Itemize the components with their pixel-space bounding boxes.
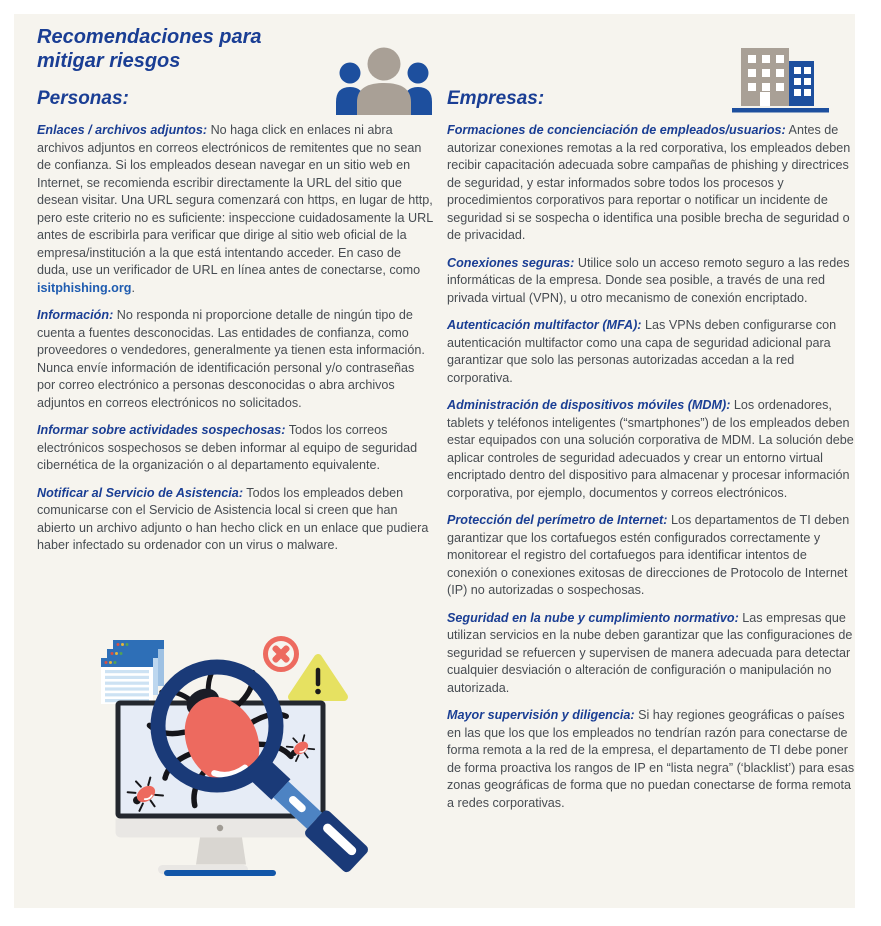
paragraph-lead: Seguridad en la nube y cumplimiento normativo: <box>447 610 739 625</box>
warning-triangle-icon <box>292 658 344 697</box>
paragraph-notificar <box>37 485 434 555</box>
personas-column <box>37 122 434 565</box>
paragraph-lead: Administración de dispositivos móviles (MDM): <box>447 398 731 412</box>
paragraph-lead: Notificar al Servicio de Asistencia: <box>37 485 244 500</box>
paragraph-lead: Autenticación multifactor (MFA): <box>447 318 642 332</box>
paragraph-mfa <box>447 317 855 387</box>
browser-windows-icon <box>101 640 164 704</box>
paragraph-text: Los ordenadores, tablets y teléfonos inteligentes (“smartphones”) de los empleados deben estar equipados con una solución corporativa de MDM. La solución debe aplicar controles de seguridad adecuados y crear un entorno virtual encriptado dentro del dispositivo para almacenar y procesar información corporativa, por ejemplo, documentos y correos electrónicos. <box>447 398 854 500</box>
paragraph-informar <box>37 422 434 475</box>
paragraph-lead: Formaciones de concienciación de empleados/usuarios: <box>447 123 786 137</box>
paragraph-tail: . <box>131 280 135 295</box>
paragraph-lead: Mayor supervisión y diligencia: <box>447 708 635 722</box>
paragraph-text: Utilice solo un acceso remoto seguro a las redes informáticas de la empresa. Donde sea posible, a través de una red privada virtual (VPN), u otro mecanismo de conexión encriptado. <box>447 255 850 305</box>
paragraph-lead: Conexiones seguras: <box>447 255 575 270</box>
paragraph-lead: Protección del perímetro de Internet: <box>447 513 668 527</box>
people-group-icon <box>334 47 434 115</box>
paragraph-lead: Informar sobre actividades sospechosas: <box>37 423 286 437</box>
malware-scan-illustration <box>80 618 402 900</box>
paragraph-text: Todos los empleados deben comunicarse con el Servicio de Asistencia local si creen que han abierto un archivo adjunto o han hecho click en un enlace que pudiera haber infectado su ordenador con un virus o malware. <box>37 485 429 552</box>
paragraph-text: Antes de autorizar conexiones remotas a la red corporativa, los empleados deben recibir capacitación adecuada sobre campañas de phishing y directrices de seguridad, y estar informados sobre todos los procesos y procedimientos corporativos para reportar o notificar un incidente de seguridad si se sospecha o identifica una posible brecha de seguridad o de privacidad. <box>447 123 851 242</box>
paragraph-text: Todos los correos electrónicos sospechosos se deben informar al equipo de seguridad cibernética de la organización o al departamento equivalente. <box>37 423 418 472</box>
paragraph-lead: Enlaces / archivos adjuntos: <box>37 123 208 137</box>
error-x-icon <box>266 639 297 670</box>
paragraph-text: No haga click en enlaces ni abra archivos adjuntos en correos electrónicos de remitentes que no sean de confianza. Si los empleados desean navegar en un sitio web en Internet, se recomienda escribir directamente la URL del sitio que desean visitar. Una URL segura comenzará con https, en lugar de http, pero este criterio no es suficiente: inspeccione cuidadosamente la URL antes de escribirla para verificar que dirige al sitio web oficial de la empresa/institución a la que está intentando acceder. En caso de duda, use un verificador de URL en línea antes de conectarse, como <box>37 123 433 277</box>
personas-heading: Personas: <box>37 88 129 109</box>
paragraph-formaciones <box>447 122 855 245</box>
office-buildings-icon <box>732 48 832 113</box>
paragraph-informacion <box>37 307 434 412</box>
isitphishing-link[interactable]: isitphishing.org <box>37 280 132 295</box>
paragraph-text: Los departamentos de TI deben garantizar que los cortafuegos estén configurados correctamente y monitorear el registro del cortafuegos para identificar intentos de conexión o conexiones exitosas de direcciones de Protocolo de Internet (IP) no autorizadas o sospechosas. <box>447 513 850 597</box>
paragraph-text: No responda ni proporcione detalle de ningún tipo de cuenta a fuentes desconocidas. Las entidades de confianza, como proveedores o vendedores, generalmente ya tienen esta información. Nunca envíe información de identificación personal y/o contraseñas por correo electrónico a personas desconocidas o abra archivos adjuntos en correos electrónicos no solicitados. <box>37 308 425 410</box>
paragraph-enlaces <box>37 122 434 297</box>
paragraph-mdm <box>447 397 855 502</box>
paragraph-lead: Información: <box>37 308 114 322</box>
paragraph-text: Si hay regiones geográficas o países en las que los que los empleados no tendrían razón para conectarse de forma remota a la red de la empresa, el departamento de TI debe poner de forma proactiva los rangos de IP en “lista negra” (‘blacklist’) para esas zonas geográficas de forma que no puedan conectarse de forma remota a redes corporativas. <box>447 708 855 810</box>
paragraph-text: Las empresas que utilizan servicios en la nube deben garantizar que las configuraciones de seguridad se refuercen y supervisen de manera adecuada para detectar cualquier desviación o alteración de configuración o manipulación no autorizada. <box>447 610 853 695</box>
paragraph-perimetro <box>447 512 855 600</box>
empresas-column <box>447 122 855 822</box>
document-panel <box>14 14 855 908</box>
paragraph-text: Las VPNs deben configurarse con autenticación multifactor como una capa de seguridad adicional para garantizar que solo las personas autorizadas accedan a la red corporativa. <box>447 318 837 385</box>
paragraph-nube <box>447 610 855 698</box>
paragraph-conexiones <box>447 255 855 308</box>
paragraph-supervision <box>447 707 855 812</box>
page-title: Recomendaciones para mitigar riesgos <box>37 26 262 72</box>
empresas-heading: Empresas: <box>447 88 545 109</box>
